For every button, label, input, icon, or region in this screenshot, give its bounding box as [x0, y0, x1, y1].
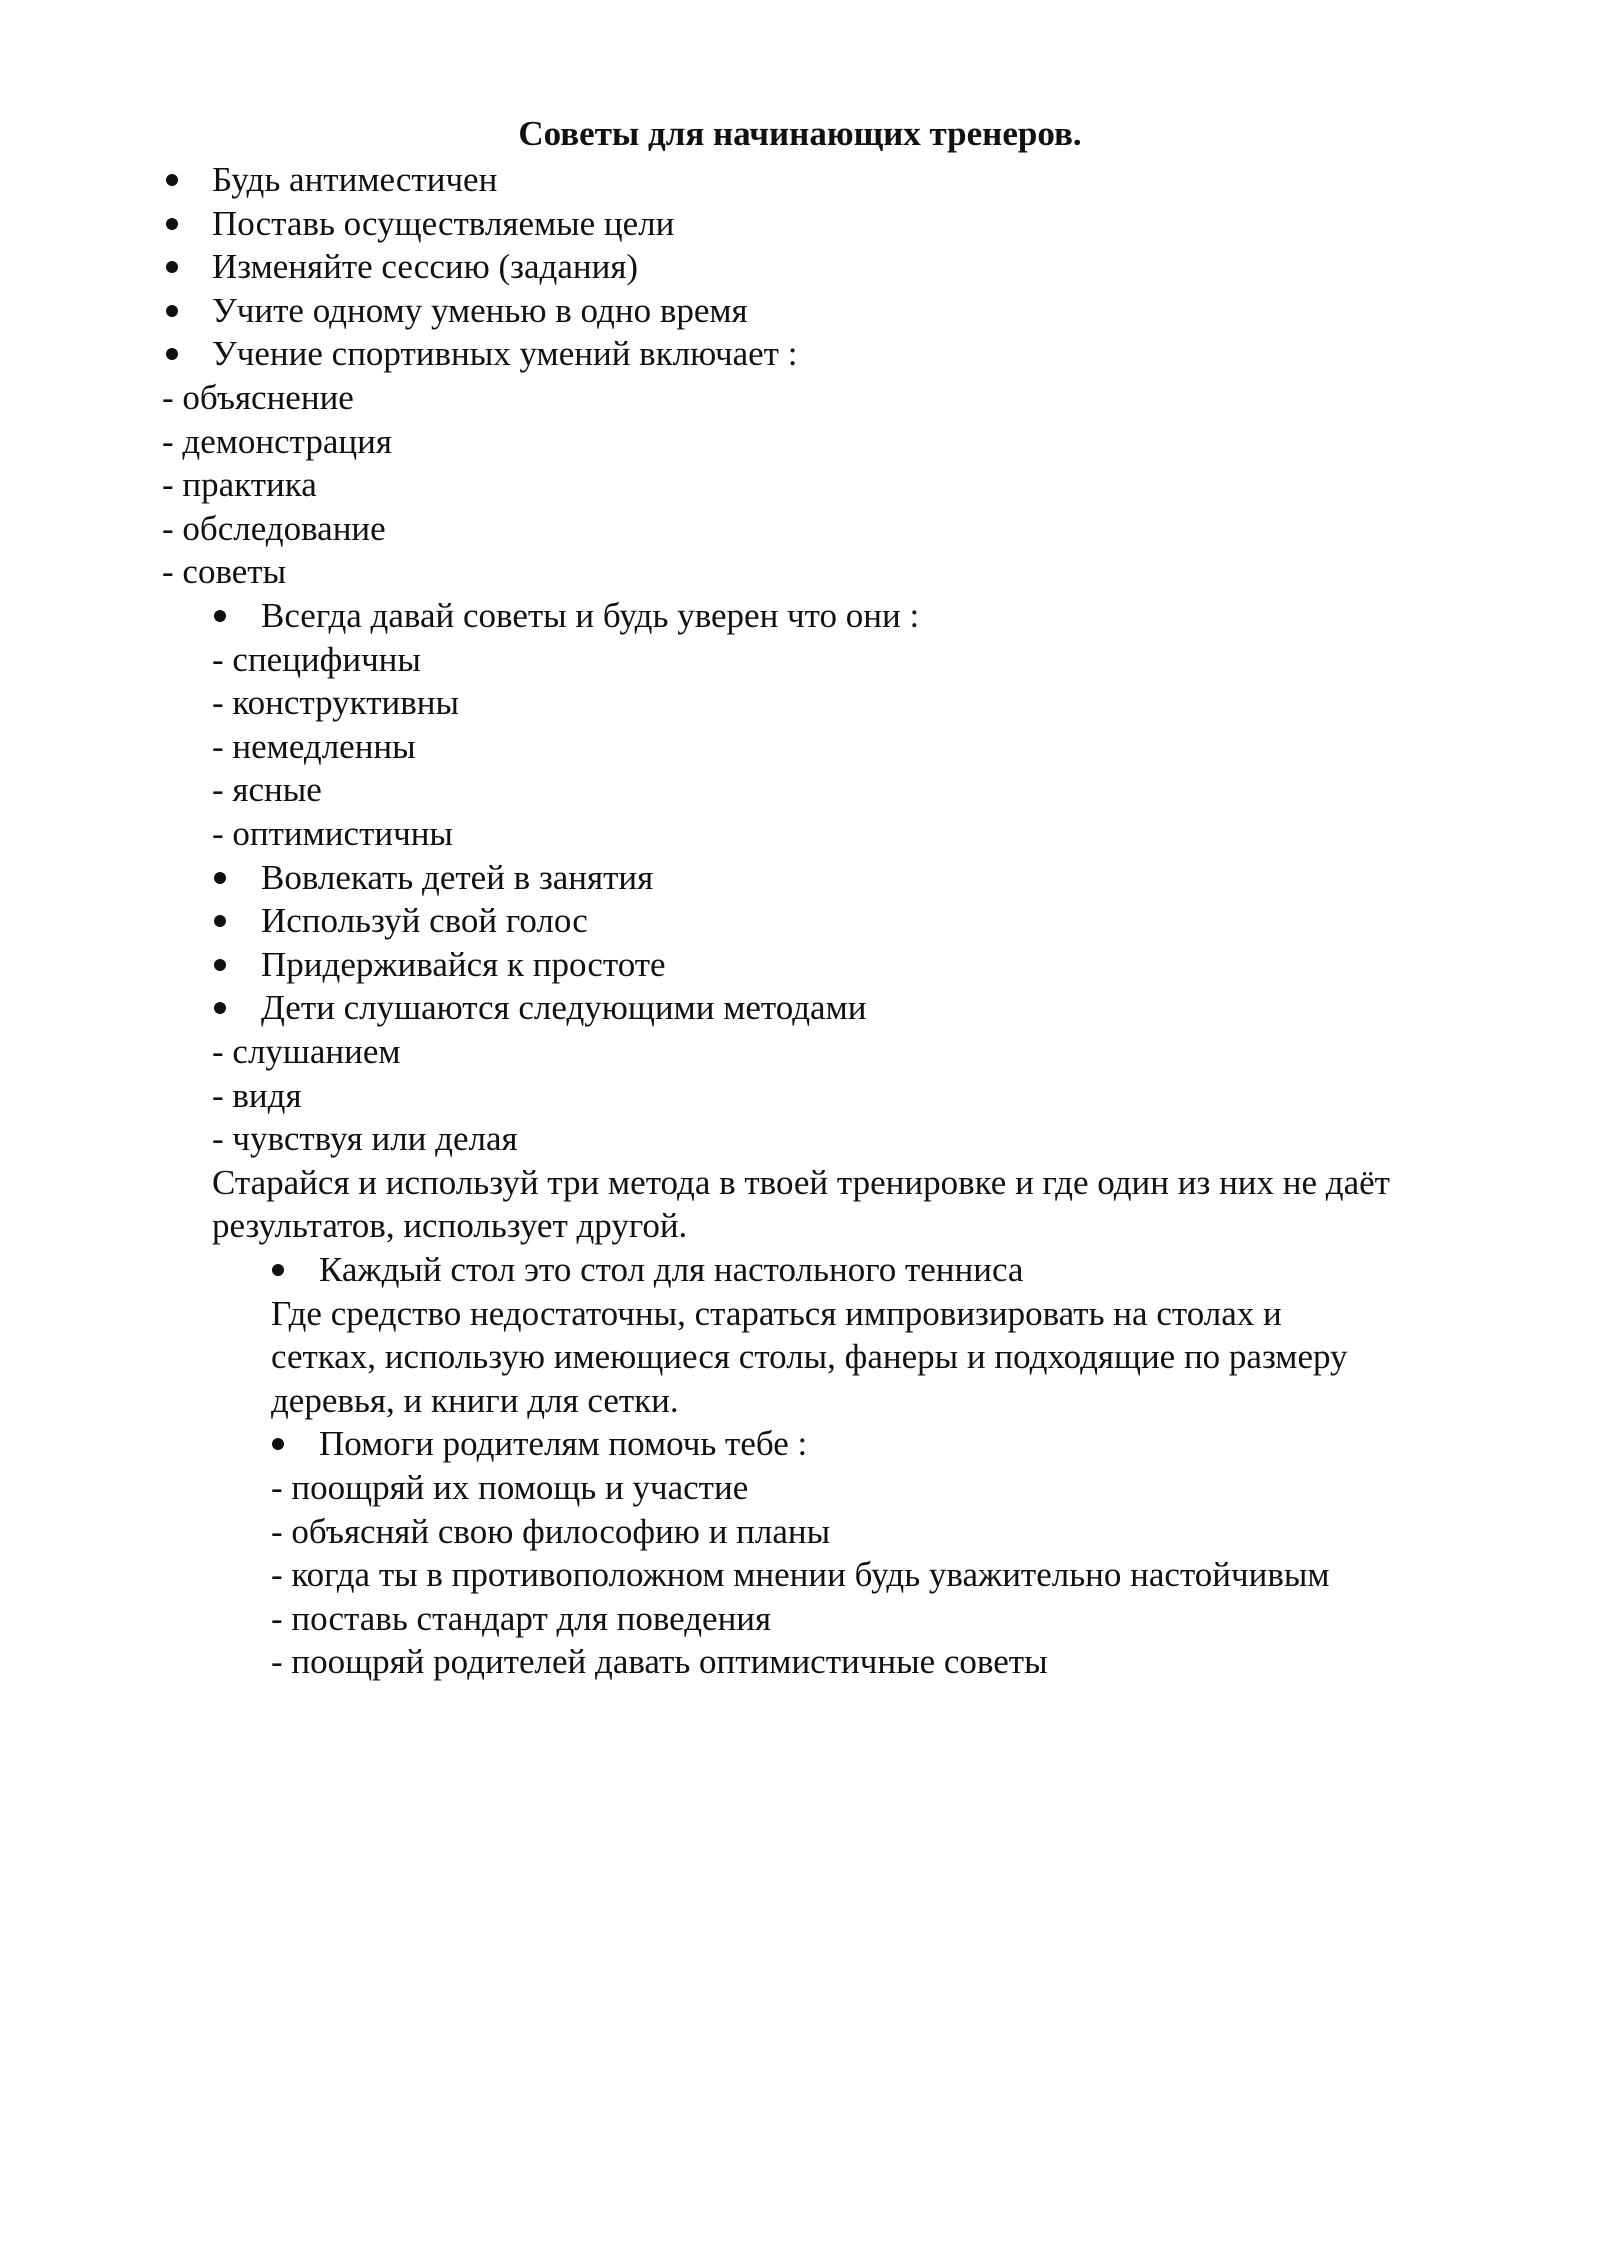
line-text: результатов, использует другой.	[212, 1206, 688, 1246]
paragraph-line	[0, 1335, 1600, 1379]
line-text: - советы	[162, 552, 287, 592]
bullet-item	[0, 899, 1600, 943]
bullet-item	[0, 332, 1600, 376]
line-text: Придерживайся к простоте	[261, 944, 666, 984]
bullet-icon	[272, 1264, 284, 1276]
dash-item	[0, 1640, 1600, 1684]
line-text: Помоги родителям помочь тебе :	[319, 1424, 808, 1464]
line-text: - специфичны	[212, 639, 421, 679]
bullet-icon	[272, 1438, 284, 1450]
line-text: - оптимистичны	[212, 814, 453, 853]
line-text: Дети слушаются следующими методами	[261, 988, 867, 1028]
line-text: Учение спортивных умений включает :	[212, 334, 798, 374]
bullet-icon	[166, 174, 178, 186]
dash-item	[0, 1466, 1600, 1510]
dash-item	[0, 376, 1600, 420]
bullet-icon	[166, 261, 178, 273]
bullet-item	[0, 986, 1600, 1030]
dash-item	[0, 1597, 1600, 1641]
line-text: сетках, использую имеющиеся столы, фанеры и подходящие по размеру	[271, 1337, 1348, 1377]
dash-item	[0, 1117, 1600, 1161]
dash-item	[0, 550, 1600, 594]
bullet-item	[0, 943, 1600, 987]
line-text: Учите одному уменью в одно время	[212, 290, 748, 330]
bullet-icon	[214, 959, 226, 971]
dash-item	[0, 768, 1600, 812]
dash-item	[0, 681, 1600, 725]
bullet-item	[0, 289, 1600, 333]
line-text: деревья, и книги для сетки.	[271, 1380, 679, 1420]
bullet-icon	[166, 305, 178, 317]
line-text: - слушанием	[212, 1032, 401, 1071]
bullet-item	[0, 594, 1600, 638]
bullet-icon	[166, 348, 178, 360]
dash-item	[0, 1074, 1600, 1118]
paragraph-line	[0, 1292, 1600, 1336]
line-text: - конструктивны	[212, 683, 459, 723]
dash-item	[0, 812, 1600, 856]
line-text: - демонстрация	[162, 421, 392, 461]
line-text: Каждый стол это стол для настольного тенниса	[319, 1250, 1024, 1289]
dash-item	[0, 1030, 1600, 1074]
dash-item	[0, 638, 1600, 682]
bullet-icon	[166, 218, 178, 230]
line-text: Старайся и используй три метода в твоей тренировке и где один из них не даёт	[212, 1162, 1390, 1202]
bullet-item	[0, 158, 1600, 202]
line-text: - видя	[212, 1075, 302, 1115]
bullet-icon	[214, 872, 226, 884]
bullet-item	[0, 856, 1600, 900]
bullet-item	[0, 1422, 1600, 1466]
line-text: Вовлекать детей в занятия	[261, 857, 654, 897]
line-text: - практика	[162, 465, 317, 505]
bullet-item	[0, 202, 1600, 246]
bullet-item	[0, 1248, 1600, 1292]
document-title: Советы для начинающих тренеров.	[518, 114, 1082, 153]
dash-item	[0, 463, 1600, 507]
line-text: Изменяйте сессию (задания)	[212, 247, 639, 287]
dash-item	[0, 420, 1600, 464]
line-text: Поставь осуществляемые цели	[212, 203, 675, 243]
line-text: Где средство недостаточны, стараться импровизировать на столах и	[271, 1293, 1282, 1333]
dash-item	[0, 507, 1600, 551]
line-text: - чувствуя или делая	[212, 1119, 518, 1159]
paragraph-line	[0, 1204, 1600, 1248]
line-text: - ясные	[212, 770, 322, 810]
line-text: - когда ты в противоположном мнении будь уважительно настойчивым	[271, 1555, 1330, 1595]
dash-item	[0, 1510, 1600, 1554]
line-text: - объяснение	[162, 378, 354, 417]
line-text: Используй свой голос	[261, 901, 588, 941]
bullet-icon	[214, 915, 226, 927]
line-text: - поощряй их помощь и участие	[271, 1468, 749, 1507]
paragraph-line	[0, 1161, 1600, 1205]
line-text: - немедленны	[212, 726, 416, 766]
paragraph-line	[0, 1379, 1600, 1423]
line-text: - объясняй свою философию и планы	[271, 1511, 831, 1551]
line-text: - обследование	[162, 508, 386, 548]
dash-item	[0, 1553, 1600, 1597]
line-text: - поставь стандарт для поведения	[271, 1598, 772, 1638]
line-text: Всегда давай советы и будь уверен что они :	[261, 596, 920, 635]
bullet-icon	[214, 610, 226, 622]
bullet-icon	[214, 1002, 226, 1014]
line-text: - поощряй родителей давать оптимистичные советы	[271, 1642, 1048, 1682]
line-text: Будь антиместичен	[212, 160, 498, 199]
dash-item	[0, 725, 1600, 769]
bullet-item	[0, 245, 1600, 289]
